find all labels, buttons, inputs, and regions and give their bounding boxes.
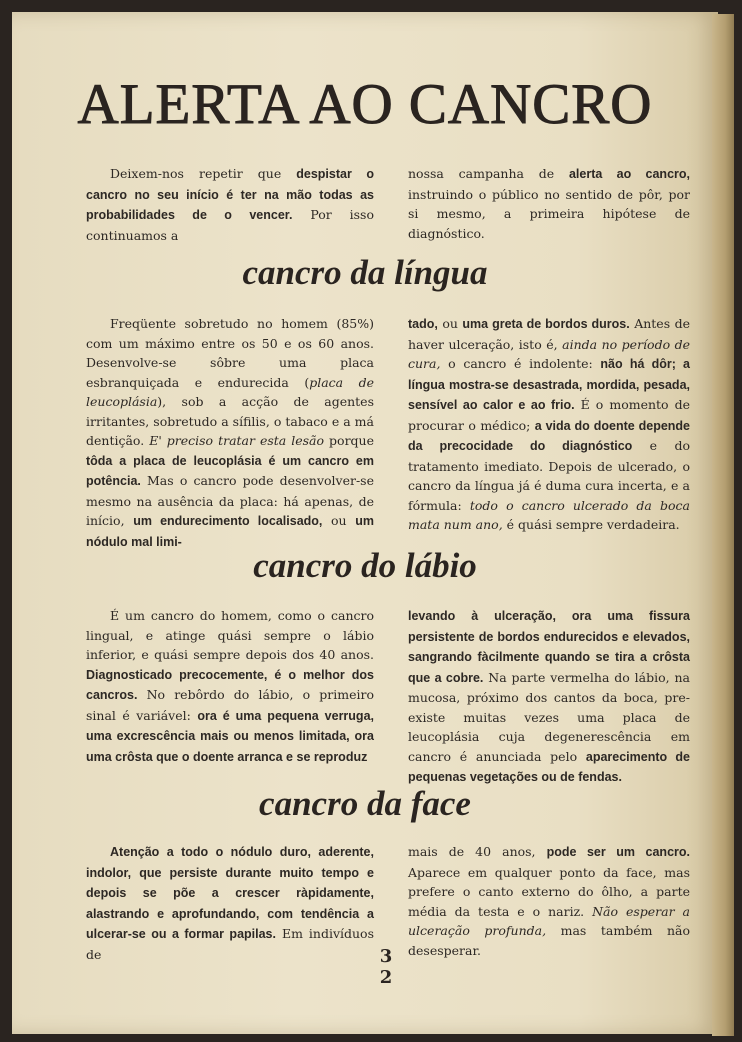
- lingua-left-column: Freqüente sobretudo no homem (85%) com um máximo entre os 50 e os 60 anos. Desenvolve-se sôbre uma placa esbranquiçada e endurecida (placa de leucoplásia), sob a acção de agentes irritantes, sobretudo a sífilis, o tabaco e a má dentição. E' preciso tratar esta lesão porque tôda a placa de leucoplásia é um cancro em potência. Mas o cancro pode desenvolver-se mesmo na ausência da placa: há apenas, de início, um endurecimento localisado, ou um nódulo mal limi-: [86, 316, 374, 549]
- page-edge: [712, 14, 734, 1036]
- section-title-face: cancro da face: [259, 784, 471, 823]
- page-number: 3 2: [379, 946, 397, 988]
- face-right-column: mais de 40 anos, pode ser um cancro. Aparece em qualquer ponto da face, mas prefere o canto externo do ôlho, a parte média da testa e o nariz. Não esperar a ulceração profunda, mas também não desesperar.: [408, 844, 691, 958]
- labio-left-column: É um cancro do homem, como o cancro lingual, e atinge quási sempre o lábio inferior, e quási sempre depois dos 40 anos. Diagnosticado precocemente, é o melhor dos cancros. No rebôrdo do lábio, o primeiro sinal é variável: ora é uma pequena verruga, uma excrescência mais ou menos limitada, ora uma crôsta que o doente arranca e se reproduz: [86, 608, 374, 764]
- intro-left-column: Deixem-nos repetir que despistar o cancro no seu início é ter na mão todas as probabilidades de o vencer. Por isso continuamos a: [86, 166, 374, 243]
- page-title: ALERTA AO CANCRO: [77, 73, 653, 136]
- section-title-labio: cancro do lábio: [253, 546, 477, 585]
- section-title-lingua: cancro da língua: [242, 253, 488, 292]
- lingua-right-column: tado, ou uma greta de bordos duros. Antes de haver ulceração, isto é, ainda no período de cura, o cancro é indolente: não há dôr; a língua mostra-se desastrada, mordida, pesada, sensível ao calor e ao frio. É o momento de procurar o médico; a vida do doente depende da precocidade do diagnóstico e do tratamento imediato. Depois de ulcerado, o cancro da língua já é duma cura incerta, e a fórmula: todo o cancro ulcerado da boca mata num ano, é quási sempre verdadeira.: [408, 316, 691, 532]
- intro-right-column: nossa campanha de alerta ao cancro, instruindo o público no sentido de pôr, por si mesmo, a primeira hipótese de diagnóstico.: [408, 166, 690, 241]
- labio-right-column: levando à ulceração, ora uma fissura persistente de bordos endurecidos e elevados, sangrando fàcilmente quando se tira a crôsta que a cobre. Na parte vermelha do lábio, na mucosa, próximo dos cantos da boca, pre-existe muitas vezes uma placa de leucoplásia cuja degenerescência em cancro é anunciada pelo aparecimento de pequenas vegetações ou de fendas.: [408, 609, 691, 784]
- face-left-column: Atenção a todo o nódulo duro, aderente, indolor, que persiste durante muito tempo e depois se põe a crescer ràpidamente, alastrando e aprofundando, com tendência a ulcerar-se ou a formar papilas. Em indivíduos de: [86, 845, 374, 962]
